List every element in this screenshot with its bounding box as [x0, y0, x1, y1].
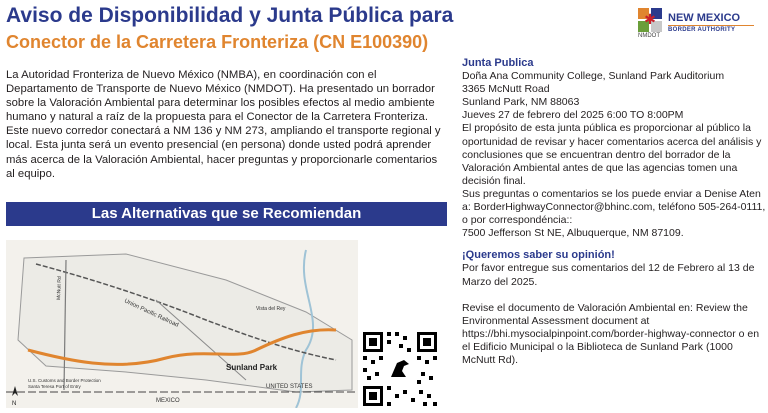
logo-rule — [668, 25, 754, 26]
map-label-sunland: Sunland Park — [226, 363, 278, 372]
map-label-mexico: MEXICO — [156, 398, 180, 404]
meeting-contact: Sus preguntas o comentarios se los puede enviar a Denise Aten a: BorderHighwayConnector@bhinc.com, teléfono 505-264-0111, o por correspondéncia:: — [462, 187, 766, 227]
map-north-label: N — [12, 401, 17, 407]
map-label-vista: Vista del Rey — [256, 306, 286, 312]
north-arrow-icon — [12, 386, 18, 396]
zia-logo-icon: ✱ — [638, 8, 662, 32]
meeting-datetime: Jueves 27 de febrero del 2025 6:00 TO 8:00PM — [462, 109, 684, 122]
opinion-period: Por favor entregue sus comentarios del 12 de Febrero al 13 de Marzo del 2025. — [462, 262, 755, 288]
meeting-address-1: 3365 McNutt Road — [462, 83, 550, 96]
logo-name-line1: NEW MEXICO — [668, 12, 741, 24]
meeting-heading: Junta Publica — [462, 57, 534, 69]
meeting-purpose: El propósito de esta junta pública es proporcionar al público la oportunidad de revisar y hacer comentarios acerca del análisis y conclusiones que se encuentran dentro del borrador de la Valoración Ambiental antes de que las agencias tomen una decisión final. — [462, 122, 762, 187]
map-label-us: UNITED STATES — [266, 384, 313, 390]
spacer — [462, 289, 766, 302]
map-label-customs-2: Santa Teresa Port of Entry — [28, 384, 81, 389]
meeting-info-column — [462, 57, 766, 367]
alternatives-map — [6, 240, 358, 408]
intro-paragraph: La Autoridad Fronteriza de Nuevo México (NMBA), en coordinación con el Departamento de Transporte de Nuevo México (NMDOT). Ha presentado un borrador sobre la Valoración Ambiental para determinar los posibles efectos al medio ambiente humano y natural a raíz de la propuesta para el Conector de la Carretera Fronteriza. Este nuevo corredor conectará a NM 136 y NM 273, ampliando el transporte regional y local. Esta junta será un evento presencial (en persona) donde usted podrá aprender más acerca de la Valoración Ambiental, hacer preguntas y proporcionarle comentarios al equipo. — [6, 69, 441, 180]
map-label-railroad: Union Pacific Railroad — [123, 298, 180, 329]
alternatives-banner: Las Alternativas que se Recomiendan — [6, 202, 447, 226]
opinion-heading: ¡Queremos saber su opinión! — [462, 249, 615, 262]
nm-border-authority-logo — [638, 8, 764, 42]
logo-subtext: NMDOT — [638, 33, 660, 39]
page-subtitle: Conector de la Carretera Fronteriza (CN E100390) — [6, 32, 429, 52]
meeting-mail-address: 7500 Jefferson St NE, Albuquerque, NM 87109. — [462, 227, 684, 240]
opinion-review: Revise el documento de Valoración Ambiental en: Review the Environmental Assessment document at https://bhi.mysocialpinpoint.com/border-highway-connector o en el Edificio Municipal o la Biblioteca de Sunland Park (1000 McNutt Rd). — [462, 301, 760, 366]
logo-name-line2: BORDER AUTHORITY — [668, 27, 736, 33]
meeting-venue: Doña Ana Community College, Sunland Park Auditorium — [462, 70, 725, 83]
map-label-customs-1: U.S. Customs and Border Protection — [28, 378, 101, 383]
qr-code[interactable] — [360, 329, 440, 409]
page-title: Aviso de Disponibilidad y Junta Pública para — [6, 4, 454, 27]
meeting-address-2: Sunland Park, NM 88063 — [462, 96, 580, 109]
map-label-mcnutt: McNutt Rd — [56, 276, 63, 301]
